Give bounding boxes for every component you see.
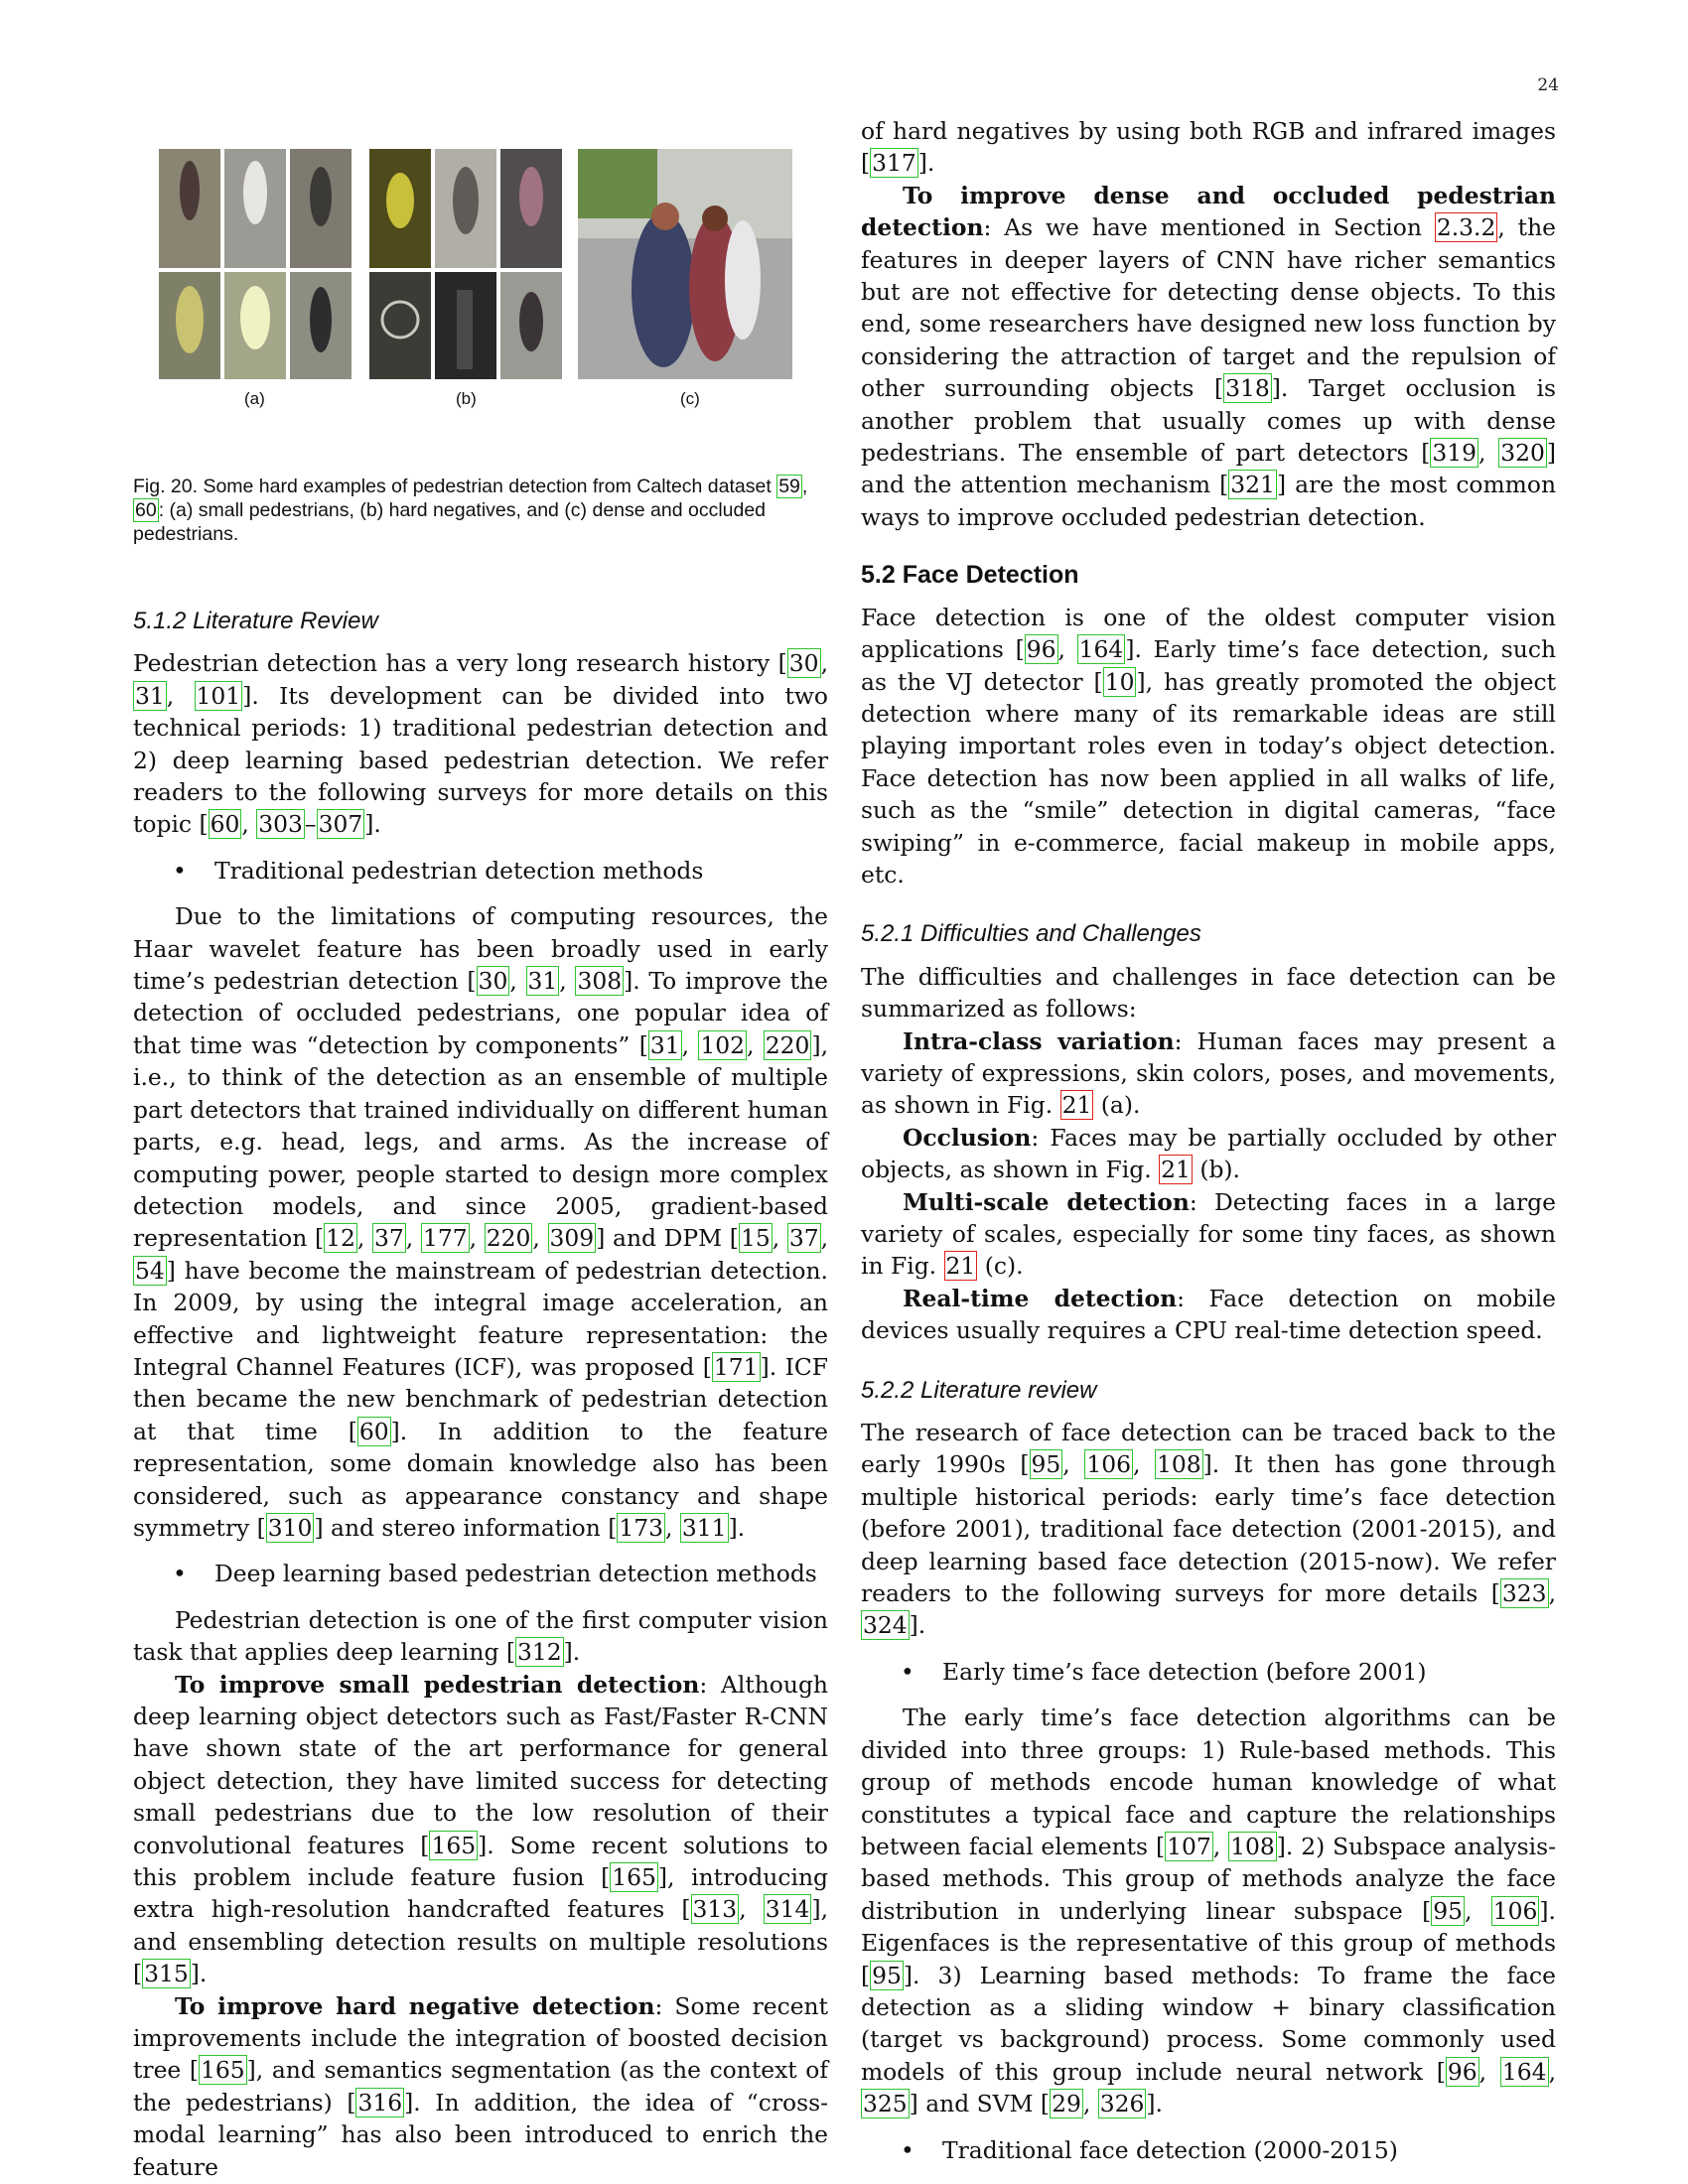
citation[interactable]: 319 — [1432, 439, 1477, 468]
citation[interactable]: 311 — [681, 1513, 727, 1542]
citation[interactable]: 60 — [210, 810, 240, 839]
paragraph: To improve small pedestrian detection: Although deep learning object detectors such as Fast/Faster R-CNN have shown state of the art performance for general object detection, they have limited success for detecting small pedestrians due to the low resolution of their convolutional features [165]. Some recent solutions to this problem include feature fusion [165], introducing extra high-resolution handcrafted features [313, 314], and ensembling detection results on multiple resolutions [315]. — [133, 1670, 828, 1988]
figure-caption: Fig. 20. Some hard examples of pedestrian detection from Caltech dataset 59 , 60 : (a) small pedestrians, (b) hard negatives, and (c) dense and occluded pedestrians. — [133, 476, 808, 545]
bullet-item: • Traditional face detection (2000-2015) — [901, 2135, 1398, 2164]
section-link[interactable]: 2.3.2 — [1436, 213, 1496, 242]
citation[interactable]: 324 — [863, 1611, 908, 1640]
citation[interactable]: 29 — [1052, 2090, 1081, 2118]
figure-label-c: (c) — [680, 389, 700, 408]
citation[interactable]: 96 — [1447, 2057, 1477, 2086]
group-c-dense-occluded — [578, 149, 792, 379]
section-title: 5.2 Face Detection — [861, 561, 1079, 590]
paragraph: Multi-scale detection: Detecting faces in a large variety of scales, especially for some tiny faces, as shown in Fig. 21 (c). — [861, 1187, 1556, 1281]
citation[interactable]: 313 — [692, 1895, 738, 1924]
citation[interactable]: 37 — [788, 1224, 819, 1253]
citation[interactable]: 220 — [486, 1224, 531, 1253]
figure-label-b: (b) — [456, 389, 477, 408]
citation[interactable]: 303 — [258, 810, 303, 839]
citation[interactable]: 317 — [872, 149, 916, 178]
citation[interactable]: 31 — [135, 681, 165, 710]
citation[interactable]: 171 — [713, 1352, 759, 1381]
page-number: 24 — [1537, 75, 1559, 95]
figure-label-a: (a) — [244, 389, 265, 408]
left-column — [133, 115, 828, 2183]
paragraph: Pedestrian detection is one of the first computer vision task that applies deep learning [312]. — [133, 1605, 828, 1667]
paragraph: Due to the limitations of computing resources, the Haar wavelet feature has been broadly used in early time’s pedestrian detection [30, 31, 308]. To improve the detection of occluded pedestrians, one popular idea of that time was “detection by components” [31, 102, 220], i.e., to think of the detection as an ensemble of multiple part detectors that trained individually on different human parts, e.g. head, legs, and arms. As the increase of computing power, people started to design more complex detection models, and since 2005, gradient-based representation [12, 37, 177, 220, 309] and DPM [15, 37, 54] have become the mainstream of pedestrian detection. In 2009, by using the integral image acceleration, an effective and lightweight feature representation: the Integral Channel Features (ICF), was proposed [171]. ICF then became the new benchmark of pedestrian detection at that time [60]. In addition to the feature representation, some domain knowledge also has been considered, such as appearance constancy and shape symmetry [310] and stereo information [173, 311]. — [133, 902, 829, 1542]
citation[interactable]: 312 — [517, 1638, 562, 1667]
citation[interactable]: 37 — [374, 1224, 404, 1253]
figure-link[interactable]: 21 — [1061, 1091, 1092, 1120]
figure-link[interactable]: 21 — [945, 1252, 976, 1281]
group-a-small-pedestrians — [159, 149, 352, 379]
citation[interactable]: 325 — [863, 2090, 908, 2118]
citation[interactable]: 164 — [1501, 2057, 1547, 2086]
citation[interactable]: 108 — [1157, 1450, 1201, 1479]
paragraph: To improve dense and occluded pedestrian detection: As we have mentioned in Section 2.3.2, the features in deeper layers of CNN have richer semantics but are not effective for detecting dense objects. To this end, some researchers have designed new loss function by considering the attraction of target and the repulsion of other surrounding objects [318]. Target occlusion is another problem that usually comes up with dense pedestrians. The ensemble of part detectors [319, 320] and the attention mechanism [321] are the most common ways to improve occluded pedestrian detection. — [861, 181, 1557, 531]
citation[interactable]: 95 — [1433, 1896, 1463, 1925]
citation[interactable]: 220 — [765, 1030, 810, 1059]
figure-link[interactable]: 21 — [1161, 1156, 1191, 1184]
citation[interactable]: 31 — [527, 967, 558, 996]
citation[interactable]: 95 — [1031, 1450, 1061, 1479]
paragraph: of hard negatives by using both RGB and infrared images [317]. — [861, 117, 1556, 178]
citation[interactable]: 321 — [1230, 471, 1275, 499]
citation[interactable]: 318 — [1225, 374, 1270, 403]
citation[interactable]: 165 — [431, 1831, 477, 1859]
citation[interactable]: 323 — [1501, 1579, 1547, 1608]
citation[interactable]: 315 — [144, 1960, 189, 1988]
citation[interactable]: 54 — [135, 1256, 165, 1285]
citation[interactable]: 326 — [1099, 2090, 1145, 2118]
citation[interactable]: 165 — [201, 2056, 245, 2085]
citation[interactable]: 15 — [740, 1224, 771, 1253]
bullet-item: • Traditional pedestrian detection methods — [173, 856, 704, 885]
subsection-title: 5.1.2 Literature Review — [133, 608, 378, 634]
citation[interactable]: 59 — [778, 476, 800, 497]
pedestrian-examples-image — [133, 131, 828, 379]
citation[interactable]: 307 — [318, 810, 363, 839]
citation[interactable]: 316 — [357, 2088, 403, 2116]
citation[interactable]: 106 — [1492, 1896, 1538, 1925]
bullet-item: • Early time’s face detection (before 2001) — [901, 1657, 1427, 1686]
subsection-title: 5.2.1 Difficulties and Challenges — [861, 920, 1201, 948]
citation[interactable]: 95 — [872, 1961, 902, 1989]
paragraph: To improve hard negative detection: Some recent improvements include the integration of boosted decision tree [165], and semantics segmentation (as the context of the pedestrians) [316]. In addition, the idea of “cross-modal learning” has also been introduced to enrich the feature — [133, 1991, 829, 2181]
paragraph: Intra-class variation: Human faces may present a variety of expressions, skin colors, poses, and movements, as shown in Fig. 21 (a). — [861, 1026, 1556, 1120]
citation[interactable]: 60 — [135, 499, 157, 521]
subsection-title: 5.2.2 Literature review — [861, 1376, 1097, 1404]
citation[interactable]: 60 — [358, 1417, 389, 1445]
citation[interactable]: 164 — [1078, 635, 1124, 664]
right-column — [861, 115, 1556, 2180]
figure-20 — [133, 115, 828, 408]
paragraph: Pedestrian detection has a very long research history [30, 31, 101]. Its development can be divided into two technical periods: 1) traditional pedestrian detection and 2) deep learning based pedestrian detection. We refer readers to the following surveys for more details on this topic [60, 303–307]. — [133, 649, 828, 839]
citation[interactable]: 106 — [1086, 1450, 1131, 1479]
citation[interactable]: 310 — [267, 1513, 313, 1542]
bullet-item: • Deep learning based pedestrian detection methods — [173, 1560, 817, 1588]
citation[interactable]: 96 — [1026, 635, 1056, 664]
citation[interactable]: 107 — [1167, 1832, 1211, 1860]
citation[interactable]: 108 — [1230, 1832, 1275, 1860]
citation[interactable]: 31 — [649, 1030, 680, 1059]
paragraph: The early time’s face detection algorithms can be divided into three groups: 1) Rule-based methods. This group of methods encode human knowledge of what constitutes a typical face and capture the relationships between facial elements [107, 108]. 2) Subspace analysis-based methods. This group of methods analyze the face distribution in underlying linear subspace [95, 106]. Eigenfaces is the representative of this group of methods [95]. 3) Learning based methods: To frame the face detection as a sliding window + binary classification (target vs background) process. Some commonly used models of this group include neural network [96, 164, 325] and SVM [29, 326]. — [861, 1704, 1556, 2118]
citation[interactable]: 173 — [619, 1513, 664, 1542]
paragraph: The research of face detection can be traced back to the early 1990s [95, 106, 108]. It then has gone through multiple historical periods: early time’s face detection (before 2001), traditional face detection (2001-2015), and deep learning based face detection (2015-now). We refer readers to the following surveys for more details [323, 324]. — [861, 1419, 1556, 1640]
citation[interactable]: 30 — [788, 649, 819, 678]
citation[interactable]: 314 — [765, 1895, 810, 1924]
citation[interactable]: 12 — [326, 1224, 355, 1253]
citation[interactable]: 30 — [478, 967, 508, 996]
paragraph: Face detection is one of the oldest computer vision applications [96, 164]. Early time’s face detection, such as the VJ detector [10], has greatly promoted the object detection where many of its remarkable ideas are still playing important roles even in today’s object detection. Face detection has now been applied in all walks of life, such as the “smile” detection in digital cameras, “face swiping” in e-commerce, facial makeup in mobile apps, etc. — [861, 603, 1557, 888]
citation[interactable]: 10 — [1104, 667, 1135, 696]
citation[interactable]: 165 — [612, 1863, 656, 1892]
citation[interactable]: 320 — [1500, 439, 1545, 468]
citation[interactable]: 308 — [577, 967, 623, 996]
citation[interactable]: 101 — [196, 681, 241, 710]
paragraph: Real-time detection: Face detection on mobile devices usually requires a CPU real-time detection speed. — [861, 1284, 1556, 1345]
citation[interactable]: 309 — [549, 1224, 595, 1253]
paragraph: The difficulties and challenges in face detection can be summarized as follows: — [861, 962, 1556, 1024]
group-b-hard-negatives — [369, 149, 562, 379]
citation[interactable]: 177 — [422, 1224, 468, 1253]
citation[interactable]: 102 — [700, 1030, 746, 1059]
paragraph: Occlusion: Faces may be partially occluded by other objects, as shown in Fig. 21 (b). — [861, 1123, 1556, 1184]
